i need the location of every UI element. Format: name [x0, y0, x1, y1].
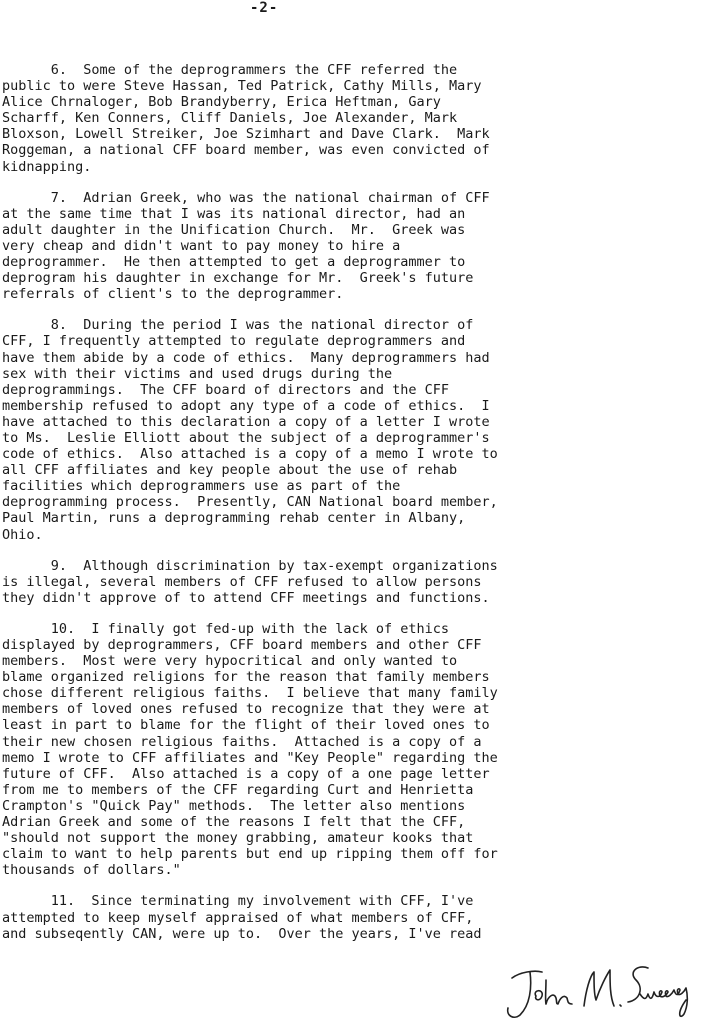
text-line: public to were Steve Hassan, Ted Patrick, Cathy Mills, Mary: [2, 78, 482, 95]
text-line: very cheap and didn't want to pay money to hire a: [2, 237, 401, 254]
text-line: kidnapping.: [2, 158, 92, 175]
document-body: [2, 62, 702, 957]
text-line: their new chosen religious faiths. Attached is a copy of a: [2, 733, 482, 750]
text-line: is illegal, several members of CFF refused to allow persons: [2, 573, 482, 590]
text-line: deprogram his daughter in exchange for Mr. Greek's future: [2, 270, 474, 287]
page-number: -2-: [250, 0, 279, 16]
text-line: CFF, I frequently attempted to regulate deprogrammers and: [2, 333, 466, 350]
text-line: claim to want to help parents but end up ripping them off for: [2, 846, 498, 863]
text-line: Adrian Greek and some of the reasons I felt that the CFF,: [2, 814, 466, 831]
text-line: "should not support the money grabbing, amateur kooks that: [2, 830, 474, 847]
text-line: referrals of client's to the deprogrammer.: [2, 286, 344, 303]
text-line: all CFF affiliates and key people about the use of rehab: [2, 462, 458, 479]
text-line: to Ms. Leslie Elliott about the subject of a deprogrammer's: [2, 429, 490, 446]
signature: [490, 950, 705, 1025]
text-line: 9. Although discrimination by tax-exempt organizations: [2, 557, 498, 574]
text-line: have them abide by a code of ethics. Many deprogrammers had: [2, 349, 490, 366]
text-line: deprogramming process. Presently, CAN National board member,: [2, 494, 498, 511]
text-line: chose different religious faiths. I believe that many family: [2, 685, 498, 702]
text-line: Ohio.: [2, 526, 43, 543]
text-line: at the same time that I was its national director, had an: [2, 205, 466, 222]
paragraph: [2, 62, 702, 175]
text-line: deprogrammer. He then attempted to get a deprogrammer to: [2, 254, 466, 271]
text-line: least in part to blame for the flight of their loved ones to: [2, 717, 490, 734]
text-line: Roggeman, a national CFF board member, was even convicted of: [2, 142, 490, 159]
text-line: membership refused to adopt any type of a code of ethics. I: [2, 397, 490, 414]
text-line: code of ethics. Also attached is a copy of a memo I wrote to: [2, 446, 498, 463]
text-line: Bloxson, Lowell Streiker, Joe Szimhart and Dave Clark. Mark: [2, 126, 490, 143]
text-line: Alice Chrnaloger, Bob Brandyberry, Erica Heftman, Gary: [2, 94, 441, 111]
text-line: future of CFF. Also attached is a copy of a one page letter: [2, 765, 490, 782]
text-line: attempted to keep myself appraised of what members of CFF,: [2, 909, 474, 926]
text-line: adult daughter in the Unification Church. Mr. Greek was: [2, 221, 466, 238]
text-line: sex with their victims and used drugs during the: [2, 365, 393, 382]
paragraph: [2, 317, 702, 542]
signature-scrawl-icon: [490, 950, 705, 1025]
text-line: Scharff, Ken Conners, Cliff Daniels, Joe Alexander, Mark: [2, 110, 458, 127]
text-line: Paul Martin, runs a deprogramming rehab center in Albany,: [2, 510, 466, 527]
text-line: facilities which deprogrammers use as part of the: [2, 478, 401, 495]
text-line: members. Most were very hypocritical and only wanted to: [2, 653, 458, 670]
paragraph: [2, 893, 702, 941]
text-line: 10. I finally got fed-up with the lack of ethics: [2, 620, 450, 637]
text-line: blame organized religions for the reason that family members: [2, 669, 490, 686]
text-line: 8. During the period I was the national director of: [2, 317, 474, 334]
paragraph: [2, 621, 702, 879]
text-line: displayed by deprogrammers, CFF board members and other CFF: [2, 637, 482, 653]
text-line: Crampton's "Quick Pay" methods. The letter also mentions: [2, 797, 466, 814]
text-line: thousands of dollars.": [2, 862, 181, 879]
text-line: 11. Since terminating my involvement with CFF, I've: [2, 893, 474, 910]
paragraph: [2, 558, 702, 606]
text-line: have attached to this declaration a copy of a letter I wrote: [2, 413, 490, 430]
text-line: members of loved ones refused to recognize that they were at: [2, 701, 490, 718]
text-line: and subseqently CAN, were up to. Over the years, I've read: [2, 925, 482, 942]
text-line: 7. Adrian Greek, who was the national chairman of CFF: [2, 189, 490, 206]
text-line: deprogrammings. The CFF board of directors and the CFF: [2, 381, 450, 398]
text-line: memo I wrote to CFF affiliates and "Key People" regarding the: [2, 749, 498, 766]
text-line: 6. Some of the deprogrammers the CFF referred the: [2, 62, 458, 78]
paragraph: [2, 190, 702, 303]
text-line: they didn't approve of to attend CFF meetings and functions.: [2, 589, 490, 606]
text-line: from me to members of the CFF regarding Curt and Henrietta: [2, 781, 474, 798]
